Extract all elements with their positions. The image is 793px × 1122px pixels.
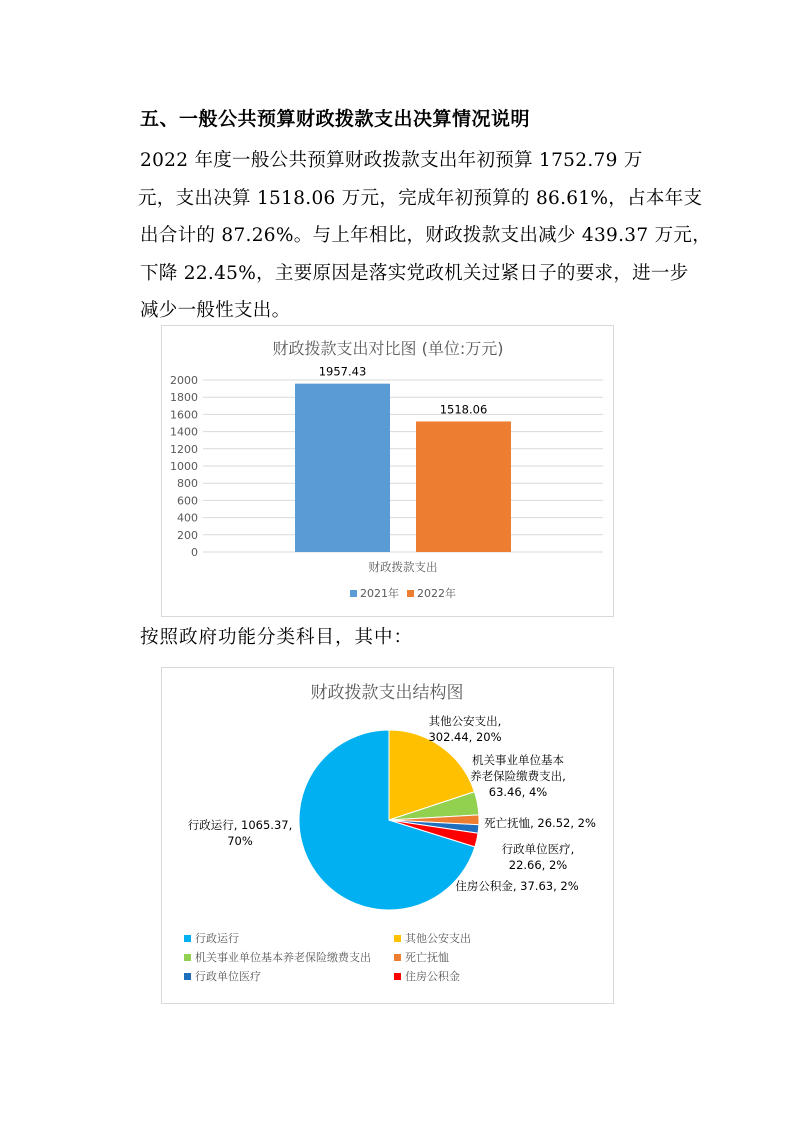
legend-swatch [407, 590, 414, 597]
pie-data-label: 死亡抚恤, 26.52, 2% [484, 816, 596, 830]
y-tick-label: 0 [191, 546, 198, 559]
subheading: 按照政府功能分类科目，其中： [140, 627, 414, 648]
y-tick-label: 400 [177, 511, 198, 525]
legend-label: 2021年 [360, 587, 399, 600]
bar-2021年 [295, 384, 390, 552]
y-tick-label: 1400 [170, 425, 198, 439]
legend-swatch [394, 973, 401, 980]
legend-label: 行政运行 [195, 932, 239, 945]
pie-data-label: 行政单位医疗, [501, 842, 575, 856]
x-category-label: 财政拨款支出 [368, 560, 438, 574]
legend-label: 其他公安支出 [405, 932, 471, 945]
chart-title: 财政拨款支出对比图 (单位:万元) [272, 339, 504, 358]
y-tick-label: 2000 [170, 374, 198, 387]
y-tick-label: 1200 [170, 442, 198, 456]
y-tick-label: 600 [177, 494, 198, 508]
paragraph-line-4: 下降 22.45%，主要原因是落实党政机关过紧日子的要求，进一步 [140, 262, 689, 284]
legend-swatch [394, 954, 401, 961]
bar-data-label: 1518.06 [439, 402, 488, 417]
bar-chart [162, 326, 613, 616]
bar-data-label: 1957.43 [318, 364, 367, 379]
bar-2022年 [416, 421, 511, 552]
body-paragraph [138, 142, 712, 330]
legend-label: 机关事业单位基本养老保险缴费支出 [195, 951, 371, 964]
pie-data-label: 养老保险缴费支出, [470, 769, 566, 783]
pie-data-label: 行政运行, 1065.37, [187, 818, 293, 832]
chart-title: 财政拨款支出结构图 [310, 683, 464, 703]
pie-data-label: 其他公安支出, [428, 714, 502, 728]
pie-data-label: 机关事业单位基本 [472, 753, 564, 767]
legend-label: 2022年 [417, 587, 456, 600]
y-tick-label: 1600 [170, 408, 198, 422]
pie-data-label: 70% [227, 834, 253, 848]
y-tick-label: 1800 [170, 391, 198, 405]
legend-swatch [394, 935, 401, 942]
pie-data-label: 住房公积金, 37.63, 2% [455, 879, 579, 893]
y-tick-label: 800 [177, 477, 198, 491]
legend-label: 行政单位医疗 [195, 970, 261, 983]
pie-chart-container [161, 667, 614, 1004]
paragraph-line-2: 元，支出决算 1518.06 万元，完成年初预算的 86.61%，占本年支 [138, 187, 703, 209]
legend-label: 住房公积金 [405, 970, 460, 983]
paragraph-line-5: 减少一般性支出。 [140, 300, 291, 322]
legend-swatch [184, 954, 191, 961]
pie-data-label: 302.44, 20% [428, 730, 502, 744]
section-heading: 五、一般公共预算财政拨款支出决算情况说明 [140, 108, 531, 130]
legend-swatch [184, 973, 191, 980]
legend-swatch [184, 935, 191, 942]
y-tick-label: 1000 [170, 460, 198, 473]
bar-chart-container [161, 325, 614, 617]
pie-chart [162, 668, 613, 1003]
paragraph-line-3: 出合计的 87.26%。与上年相比，财政拨款支出减少 439.37 万元， [140, 225, 712, 247]
legend-swatch [350, 590, 357, 597]
pie-data-label: 22.66, 2% [508, 858, 568, 872]
paragraph-line-1: 2022 年度一般公共预算财政拨款支出年初预算 1752.79 万 [140, 150, 643, 171]
y-tick-label: 200 [177, 528, 198, 542]
legend-label: 死亡抚恤 [405, 951, 449, 964]
pie-data-label: 63.46, 4% [488, 785, 548, 799]
